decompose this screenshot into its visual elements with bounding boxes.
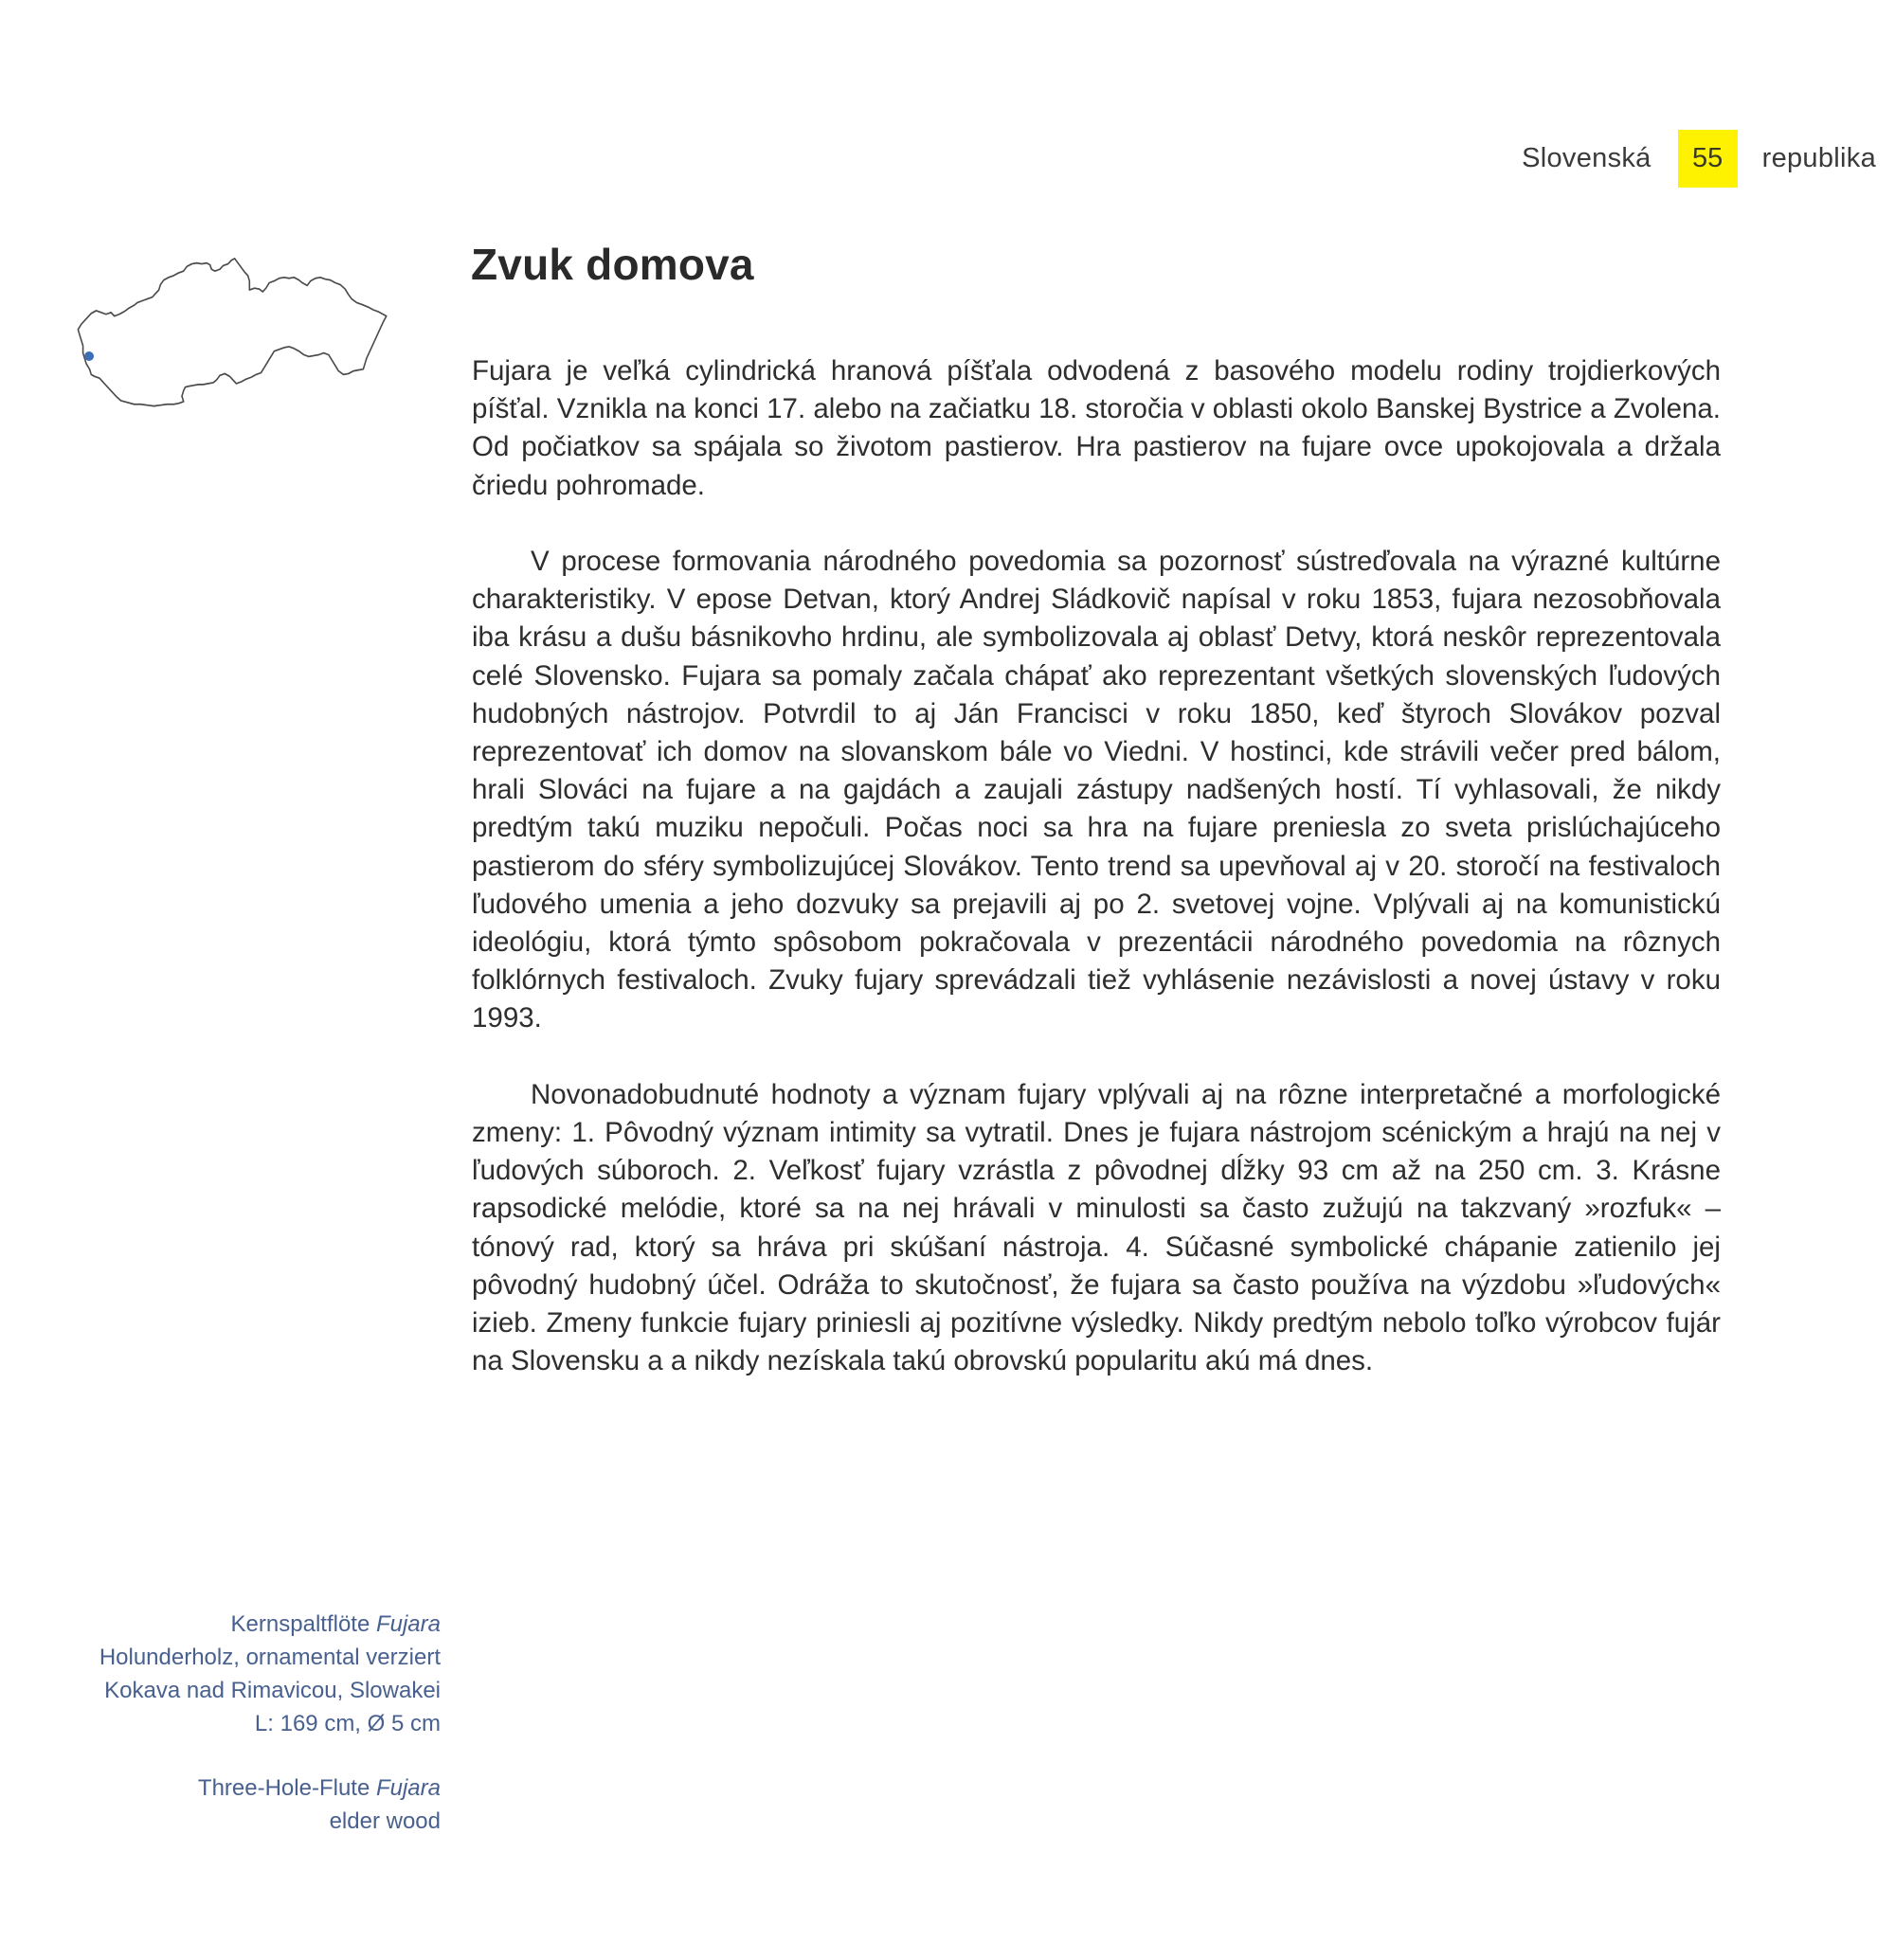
caption-german-dimensions: L: 169 cm, Ø 5 cm	[254, 1711, 441, 1736]
caption-instrument-name: Fujara	[375, 1775, 441, 1801]
caption-german-material: Holunderholz, ornamental verziert	[99, 1645, 441, 1670]
article-body	[472, 352, 1721, 1419]
running-head	[1478, 130, 1876, 188]
caption-german-origin: Kokava nad Rimavicou, Slowakei	[104, 1678, 441, 1703]
location-marker-icon	[84, 351, 94, 361]
caption-instrument-name: Fujara	[375, 1611, 441, 1637]
page-title: Zvuk domova	[471, 240, 754, 289]
object-caption	[43, 1608, 441, 1869]
running-head-republic: republika	[1761, 143, 1876, 173]
caption-english-material: elder wood	[329, 1808, 441, 1834]
paragraph-2: V procese formovania národného povedomia sa pozornosť sústreďovala na výrazné kultúrne charakteristiky. V epose Detvan, ktorý Andrej Sládkovič napísal v roku 1853, fujara nezosobňovala iba krásu a dušu básnikovho hrdinu, ale symbolizovala aj oblasť Detvy, ktorá neskôr reprezentovala celé Slovensko. Fujara sa pomaly začala chápať ako reprezentant všetkých slovenských ľudových hudobných nástrojov. Potvrdil to aj Ján Francisci v roku 1850, keď štyroch Slovákov pozval reprezentovať ich domov na slovanskom bále vo Viedni. V hostinci, kde strávili večer pred bálom, hrali Slováci na fujare a na gajdách a zaujali zástupy nadšených hostí. Tí vyhlasovali, že nikdy predtým takú muziku nepočuli. Počas noci sa hra na fujare preniesla zo sveta prislúchajúceho pastierom do sféry symbolizujúcej Slovákov. Tento trend sa upevňoval aj v 20. storočí na festivaloch ľudového umenia a jeho dozvuky sa prejavili aj po 2. svetovej vojne. Vplývali aj na komunistickú ideológiu, ktorá týmto spôsobom pokračovala v prezentácii národného povedomia na rôznych folklórnych festivaloch. Zvuky fujary sprevádzali tiež vyhlásenie nezávislosti a novej ústavy v roku 1993.	[472, 546, 1721, 1034]
caption-english-title: Three-Hole-Flute Fujara	[197, 1775, 441, 1801]
slovakia-outline-map-icon	[66, 237, 417, 407]
paragraph-3: Novonadobudnuté hodnoty a význam fujary vplývali aj na rôzne interpretačné a morfologické zmeny: 1. Pôvodný význam intimity sa vytratil. Dnes je fujara nástrojom scénickým a hrajú na nej v ľudových súboroch. 2. Veľkosť fujary vzrástla z pôvodnej dĺžky 93 cm až na 250 cm. 3. Krásne rapsodické melódie, ktoré sa na nej hrávali v minulosti sa často zužujú na takzvaný »rozfuk« – tónový rad, ktorý sa hráva pri skúšaní nástroja. 4. Súčasné symbolické chápanie zatienilo jej pôvodný hudobný účel. Odráža to skutočnosť, že fujara sa často používa na výzdobu »ľudových« izieb. Zmeny funkcie fujary priniesli aj pozitívne výsledky. Nikdy predtým nebolo toľko výrobcov fujár na Slovensku a a nikdy nezískala takú obrovskú popularitu akú má dnes.	[472, 1078, 1721, 1377]
paragraph-1: Fujara je veľká cylindrická hranová píšťala odvodená z basového modelu rodiny trojdierkových píšťal. Vznikla na konci 17. alebo na začiatku 18. storočia v oblasti okolo Banskej Bystrice a Zvolena. Od počiatkov sa spájala so životom pastierov. Hra pastierov na fujare ovce upokojovala a držala čriedu pohromade.	[472, 355, 1721, 501]
caption-german	[43, 1608, 441, 1740]
caption-english	[43, 1771, 441, 1838]
page-number-badge: 55	[1678, 130, 1738, 188]
running-head-country: Slovenská	[1522, 143, 1651, 173]
caption-german-title: Kernspaltflöte Fujara	[230, 1611, 441, 1637]
